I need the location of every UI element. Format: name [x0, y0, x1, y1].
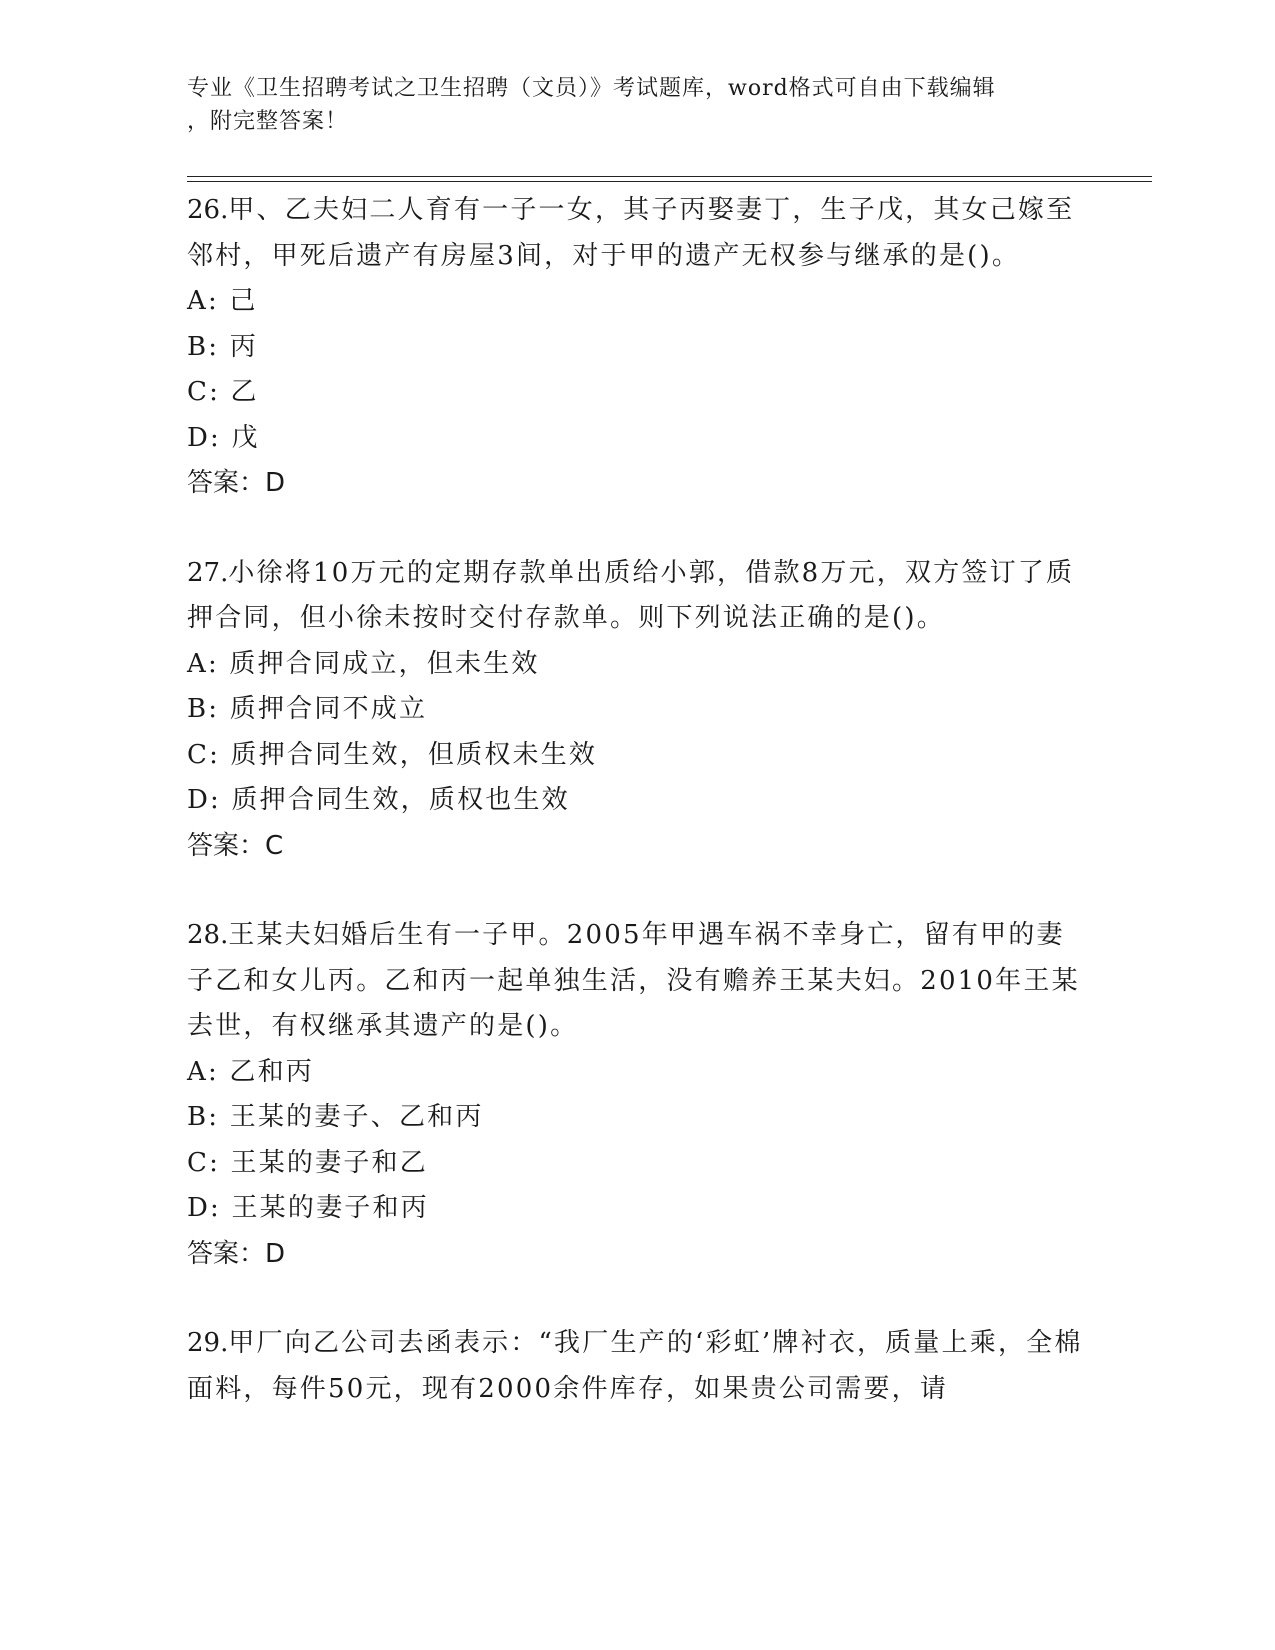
option-a	[187, 642, 1087, 688]
option-text: 王某的妻子、乙和丙	[229, 1102, 484, 1132]
option-text: 质押合同不成立	[229, 694, 428, 724]
option-c	[187, 733, 1087, 779]
question-26	[187, 188, 1087, 507]
option-b	[187, 687, 1087, 733]
option-d	[187, 1186, 1087, 1232]
option-b	[187, 325, 1087, 371]
question-stem	[187, 188, 1087, 279]
option-text: 质押合同生效，但质权未生效	[230, 739, 598, 770]
option-label: A:	[187, 286, 219, 316]
header-line-1: 专业《卫生招聘考试之卫生招聘（文员）》考试题库，word格式可自由下载编辑	[187, 76, 996, 101]
question-28	[187, 913, 1087, 1277]
question-stem	[187, 913, 1087, 1050]
option-label: A:	[187, 648, 219, 679]
question-text: 小徐将10万元的定期存款单出质给小郭，借款8万元，双方签订了质押合同，但小徐未按时交付存款单。则下列说法正确的是()。	[187, 557, 1075, 633]
question-number: 27.	[187, 557, 229, 588]
option-label: B:	[187, 694, 220, 724]
option-text: 乙和丙	[229, 1056, 315, 1087]
option-a	[187, 279, 1087, 325]
option-text: 质押合同生效，质权也生效	[231, 785, 570, 815]
option-text: 王某的妻子和乙	[230, 1147, 428, 1178]
option-label: D:	[187, 422, 222, 453]
option-a	[187, 1050, 1087, 1096]
option-c	[187, 370, 1087, 416]
option-text: 己	[229, 286, 258, 316]
option-label: C:	[187, 739, 221, 770]
question-number: 28.	[187, 920, 229, 950]
question-27	[187, 551, 1087, 870]
option-label: C:	[187, 1147, 221, 1178]
question-text: 甲、乙夫妇二人育有一子一女，其子丙娶妻丁，生子戊，其女己嫁至邻村，甲死后遗产有房屋3间，对于甲的遗产无权参与继承的是()。	[187, 195, 1075, 271]
option-text: 丙	[229, 331, 258, 362]
question-text: 王某夫妇婚后生有一子甲。2005年甲遇车祸不幸身亡，留有甲的妻子乙和女儿丙。乙和丙一起单独生活，没有赡养王某夫妇。2010年王某去世，有权继承其遗产的是()。	[187, 920, 1080, 1041]
option-text: 王某的妻子和丙	[231, 1193, 429, 1223]
question-text: 甲厂向乙公司去函表示：“我厂生产的‘彩虹’牌衬衣，质量上乘，全棉面料，每件50元，现有2000余件库存，如果贵公司需要，请	[187, 1328, 1083, 1404]
question-stem	[187, 551, 1087, 642]
option-label: B:	[187, 331, 220, 362]
option-label: B:	[187, 1102, 220, 1132]
answer: 答案：C	[187, 830, 284, 861]
header-divider-top	[187, 176, 1152, 177]
question-stem	[187, 1321, 1087, 1412]
option-label: D:	[187, 1193, 222, 1223]
answer: 答案：D	[187, 468, 286, 498]
option-d	[187, 416, 1087, 462]
option-label: D:	[187, 785, 222, 815]
option-b	[187, 1095, 1087, 1141]
question-list	[187, 188, 1087, 1412]
question-number: 29.	[187, 1328, 229, 1358]
header-divider-bottom	[187, 181, 1152, 182]
option-text: 戊	[231, 422, 260, 453]
option-d	[187, 778, 1087, 824]
question-29	[187, 1321, 1087, 1412]
option-c	[187, 1141, 1087, 1187]
option-label: C:	[187, 377, 221, 407]
document-header	[187, 72, 1087, 138]
option-text: 质押合同成立，但未生效	[229, 648, 540, 679]
answer: 答案：D	[187, 1238, 286, 1269]
question-number: 26.	[187, 195, 229, 225]
header-line-2: ，附完整答案！	[187, 109, 349, 134]
option-label: A:	[187, 1056, 219, 1087]
option-text: 乙	[230, 377, 259, 407]
